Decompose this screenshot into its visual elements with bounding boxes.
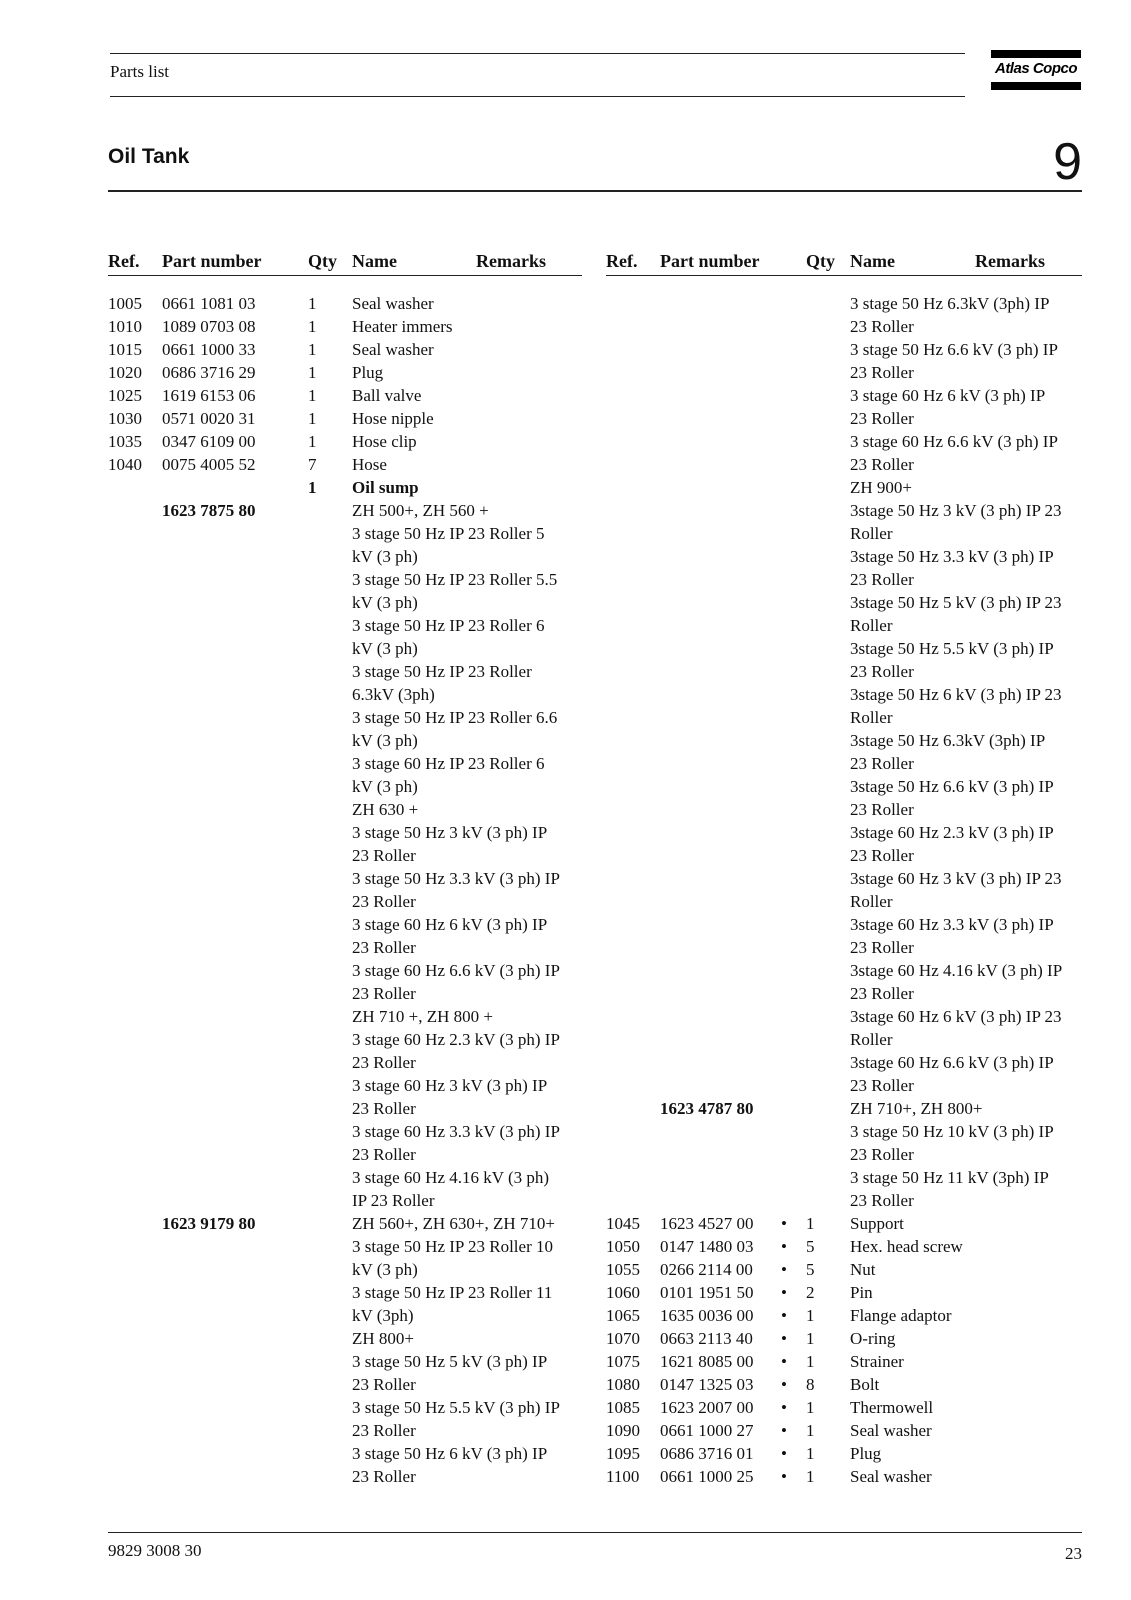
part-qty: 1	[806, 1398, 815, 1417]
part-ref: 1010	[108, 317, 142, 336]
part-ref: 1100	[606, 1467, 640, 1486]
variant-line: 3 stage 60 Hz IP 23 Roller 6	[352, 754, 545, 773]
part-number: 0686 3716 01	[660, 1444, 754, 1463]
variant-line: 23 Roller	[850, 363, 914, 382]
variant-line: 3 stage 60 Hz 3 kV (3 ph) IP	[352, 1076, 548, 1095]
header-top-rule	[110, 53, 965, 54]
part-ref: 1090	[606, 1421, 640, 1440]
part-name: Seal washer	[352, 294, 434, 313]
variant-line: 6.3kV (3ph)	[352, 685, 435, 704]
part-name: Hose	[352, 455, 387, 474]
logo-top-bar	[991, 50, 1081, 58]
bullet-marker: •	[781, 1467, 787, 1486]
variant-line: 3 stage 50 Hz IP 23 Roller 11	[352, 1283, 553, 1302]
part-qty: 1	[806, 1352, 815, 1371]
part-ref: 1065	[606, 1306, 640, 1325]
part-ref: 1075	[606, 1352, 640, 1371]
part-number: 0686 3716 29	[162, 363, 256, 382]
variant-line: 3 stage 50 Hz 11 kV (3ph) IP	[850, 1168, 1049, 1187]
part-ref: 1045	[606, 1214, 640, 1233]
part-name: Hex. head screw	[850, 1237, 963, 1256]
variant-line: 3 stage 50 Hz IP 23 Roller 5.5	[352, 570, 558, 589]
variant-line: 3stage 50 Hz 5.5 kV (3 ph) IP	[850, 639, 1054, 658]
col-remarks: Remarks	[476, 251, 546, 271]
part-qty: 1	[308, 386, 317, 405]
part-ref: 1030	[108, 409, 142, 428]
part-name: Strainer	[850, 1352, 904, 1371]
variant-line: 23 Roller	[850, 984, 914, 1003]
part-number: 0147 1480 03	[660, 1237, 754, 1256]
variant-line: 3 stage 50 Hz IP 23 Roller 6.6	[352, 708, 558, 727]
variant-line: 3stage 60 Hz 2.3 kV (3 ph) IP	[850, 823, 1054, 842]
variant-line: 23 Roller	[352, 1421, 416, 1440]
chapter-number: 9	[1053, 133, 1082, 191]
variant-line: 3 stage 50 Hz 5 kV (3 ph) IP	[352, 1352, 548, 1371]
bullet-marker: •	[781, 1421, 787, 1440]
variant-line: 3stage 50 Hz 6 kV (3 ph) IP 23	[850, 685, 1062, 704]
doc-number: 9829 3008 30	[108, 1541, 202, 1560]
variant-part-number: 1623 9179 80	[162, 1214, 256, 1233]
bullet-marker: •	[781, 1352, 787, 1371]
col-part-number: Part number	[162, 251, 262, 271]
part-name: Heater immers	[352, 317, 453, 336]
variant-line: 3stage 50 Hz 6.6 kV (3 ph) IP	[850, 777, 1054, 796]
part-qty: 1	[308, 317, 317, 336]
part-qty: 5	[806, 1237, 815, 1256]
variant-line: 23 Roller	[850, 1145, 914, 1164]
variant-line: 3 stage 50 Hz 3.3 kV (3 ph) IP	[352, 869, 560, 888]
part-name: Hose nipple	[352, 409, 434, 428]
variant-part-number: 1623 7875 80	[162, 501, 256, 520]
variant-line: 23 Roller	[850, 1191, 914, 1210]
part-name: Seal washer	[850, 1421, 932, 1440]
part-name: Plug	[352, 363, 384, 382]
variant-line: 23 Roller	[352, 1467, 416, 1486]
variant-line: kV (3 ph)	[352, 639, 418, 658]
variant-line: 3 stage 60 Hz 4.16 kV (3 ph)	[352, 1168, 550, 1187]
right-header-rule	[606, 275, 1082, 276]
part-ref: 1005	[108, 294, 142, 313]
part-number: 0661 1000 25	[660, 1467, 754, 1486]
logo-bottom-bar	[991, 82, 1081, 90]
variant-line: 23 Roller	[850, 938, 914, 957]
part-qty: 1	[806, 1421, 815, 1440]
part-ref: 1095	[606, 1444, 640, 1463]
variant-line: Roller	[850, 892, 893, 911]
variant-line: 23 Roller	[352, 984, 416, 1003]
bullet-marker: •	[781, 1398, 787, 1417]
page-title: Oil Tank	[108, 145, 190, 168]
variant-line: 3stage 60 Hz 6.6 kV (3 ph) IP	[850, 1053, 1054, 1072]
part-number: 0266 2114 00	[660, 1260, 753, 1279]
variant-line: 23 Roller	[850, 662, 914, 681]
variant-line: 23 Roller	[352, 1099, 416, 1118]
part-number: 0101 1951 50	[660, 1283, 754, 1302]
part-ref: 1055	[606, 1260, 640, 1279]
part-number: 1089 0703 08	[162, 317, 256, 336]
variant-line: 3stage 60 Hz 6 kV (3 ph) IP 23	[850, 1007, 1062, 1026]
variant-line: ZH 630 +	[352, 800, 419, 819]
variant-line: 23 Roller	[352, 1053, 416, 1072]
variant-line: 3stage 50 Hz 3.3 kV (3 ph) IP	[850, 547, 1054, 566]
part-ref: 1015	[108, 340, 142, 359]
variant-line: 3 stage 50 Hz IP 23 Roller 10	[352, 1237, 553, 1256]
variant-line: Roller	[850, 616, 893, 635]
part-number: 1623 4527 00	[660, 1214, 754, 1233]
variant-line: 3 stage 60 Hz 6.6 kV (3 ph) IP	[352, 961, 560, 980]
part-name: Flange adaptor	[850, 1306, 952, 1325]
variant-line: 3 stage 50 Hz IP 23 Roller	[352, 662, 532, 681]
part-qty: 1	[806, 1444, 815, 1463]
part-name: Seal washer	[352, 340, 434, 359]
part-ref: 1025	[108, 386, 142, 405]
bullet-marker: •	[781, 1214, 787, 1233]
col-name: Name	[352, 251, 397, 271]
part-number: 0075 4005 52	[162, 455, 256, 474]
variant-line: 3 stage 60 Hz 6 kV (3 ph) IP	[352, 915, 548, 934]
part-number: 1621 8085 00	[660, 1352, 754, 1371]
variant-line: 23 Roller	[352, 1375, 416, 1394]
part-name: O-ring	[850, 1329, 896, 1348]
col-ref: Ref.	[108, 251, 140, 271]
variant-line: ZH 710+, ZH 800+	[850, 1099, 983, 1118]
variant-line: 3stage 60 Hz 4.16 kV (3 ph) IP	[850, 961, 1063, 980]
page-number: 23	[1065, 1544, 1082, 1563]
part-qty: 1	[806, 1214, 815, 1233]
variant-line: 3 stage 50 Hz IP 23 Roller 5	[352, 524, 545, 543]
part-qty: 1	[308, 409, 317, 428]
variant-line: 3stage 60 Hz 3 kV (3 ph) IP 23	[850, 869, 1062, 888]
variant-line: Roller	[850, 708, 893, 727]
variant-line: ZH 900+	[850, 478, 912, 497]
oil-sump-name: Oil sump	[352, 478, 419, 497]
variant-line: kV (3 ph)	[352, 777, 418, 796]
variant-line: 3 stage 60 Hz 6.6 kV (3 ph) IP	[850, 432, 1058, 451]
variant-line: 3 stage 60 Hz 2.3 kV (3 ph) IP	[352, 1030, 560, 1049]
variant-line: 23 Roller	[850, 800, 914, 819]
part-name: Ball valve	[352, 386, 422, 405]
part-qty: 1	[806, 1306, 815, 1325]
part-number: 0661 1000 27	[660, 1421, 754, 1440]
bullet-marker: •	[781, 1329, 787, 1348]
part-number: 1635 0036 00	[660, 1306, 754, 1325]
variant-line: 23 Roller	[850, 570, 914, 589]
variant-line: 3stage 50 Hz 3 kV (3 ph) IP 23	[850, 501, 1062, 520]
part-number: 0347 6109 00	[162, 432, 256, 451]
variant-line: ZH 560+, ZH 630+, ZH 710+	[352, 1214, 555, 1233]
header-bottom-rule	[110, 96, 965, 97]
variant-line: 3 stage 60 Hz 3.3 kV (3 ph) IP	[352, 1122, 560, 1141]
variant-part-number: 1623 4787 80	[660, 1099, 754, 1118]
bullet-marker: •	[781, 1444, 787, 1463]
part-number: 0661 1000 33	[162, 340, 256, 359]
col-name: Name	[850, 251, 895, 271]
left-header-rule	[108, 275, 582, 276]
part-ref: 1050	[606, 1237, 640, 1256]
part-name: Hose clip	[352, 432, 417, 451]
variant-line: 23 Roller	[850, 1076, 914, 1095]
part-qty: 1	[308, 363, 317, 382]
part-ref: 1020	[108, 363, 142, 382]
variant-line: kV (3 ph)	[352, 1260, 418, 1279]
col-qty: Qty	[308, 251, 337, 271]
part-qty: 2	[806, 1283, 815, 1302]
part-ref: 1070	[606, 1329, 640, 1348]
variant-line: Roller	[850, 1030, 893, 1049]
part-qty: 7	[308, 455, 317, 474]
part-name: Bolt	[850, 1375, 880, 1394]
variant-line: 23 Roller	[352, 938, 416, 957]
footer-rule	[108, 1532, 1082, 1533]
col-ref: Ref.	[606, 251, 638, 271]
part-ref: 1060	[606, 1283, 640, 1302]
variant-line: 3 stage 50 Hz 5.5 kV (3 ph) IP	[352, 1398, 560, 1417]
variant-line: 3 stage 50 Hz 10 kV (3 ph) IP	[850, 1122, 1054, 1141]
variant-line: 23 Roller	[850, 317, 914, 336]
variant-line: 23 Roller	[850, 754, 914, 773]
variant-line: ZH 710 +, ZH 800 +	[352, 1007, 493, 1026]
variant-line: 3stage 60 Hz 3.3 kV (3 ph) IP	[850, 915, 1054, 934]
variant-line: 23 Roller	[850, 846, 914, 865]
variant-line: 3stage 50 Hz 5 kV (3 ph) IP 23	[850, 593, 1062, 612]
variant-line: kV (3ph)	[352, 1306, 414, 1325]
variant-line: 3stage 50 Hz 6.3kV (3ph) IP	[850, 731, 1046, 750]
part-ref: 1085	[606, 1398, 640, 1417]
part-qty: 1	[308, 432, 317, 451]
bullet-marker: •	[781, 1260, 787, 1279]
part-number: 0571 0020 31	[162, 409, 256, 428]
oil-sump-qty: 1	[308, 478, 317, 497]
part-ref: 1080	[606, 1375, 640, 1394]
col-remarks: Remarks	[975, 251, 1045, 271]
doc-section-label: Parts list	[110, 62, 170, 81]
variant-line: 3 stage 50 Hz 3 kV (3 ph) IP	[352, 823, 548, 842]
variant-line: 3 stage 50 Hz 6.3kV (3ph) IP	[850, 294, 1050, 313]
part-number: 1619 6153 06	[162, 386, 256, 405]
variant-line: 23 Roller	[850, 409, 914, 428]
variant-line: kV (3 ph)	[352, 547, 418, 566]
part-name: Seal washer	[850, 1467, 932, 1486]
variant-line: 23 Roller	[352, 1145, 416, 1164]
bullet-marker: •	[781, 1306, 787, 1325]
variant-line: kV (3 ph)	[352, 731, 418, 750]
part-name: Thermowell	[850, 1398, 934, 1417]
part-name: Pin	[850, 1283, 873, 1302]
part-number: 0661 1081 03	[162, 294, 256, 313]
atlas-copco-logo	[991, 47, 1081, 93]
variant-line: 3 stage 50 Hz IP 23 Roller 6	[352, 616, 545, 635]
variant-line: ZH 500+, ZH 560 +	[352, 501, 489, 520]
variant-line: 23 Roller	[352, 846, 416, 865]
part-qty: 1	[308, 340, 317, 359]
part-qty: 8	[806, 1375, 815, 1394]
bullet-marker: •	[781, 1375, 787, 1394]
part-number: 0663 2113 40	[660, 1329, 753, 1348]
variant-line: 23 Roller	[850, 455, 914, 474]
variant-line: 3 stage 50 Hz 6 kV (3 ph) IP	[352, 1444, 548, 1463]
bullet-marker: •	[781, 1237, 787, 1256]
part-qty: 1	[806, 1329, 815, 1348]
part-ref: 1040	[108, 455, 142, 474]
part-ref: 1035	[108, 432, 142, 451]
part-qty: 5	[806, 1260, 815, 1279]
part-name: Plug	[850, 1444, 882, 1463]
bullet-marker: •	[781, 1283, 787, 1302]
variant-line: 3 stage 60 Hz 6 kV (3 ph) IP	[850, 386, 1046, 405]
part-number: 1623 2007 00	[660, 1398, 754, 1417]
variant-line: 3 stage 50 Hz 6.6 kV (3 ph) IP	[850, 340, 1058, 359]
variant-line: IP 23 Roller	[352, 1191, 435, 1210]
variant-line: 23 Roller	[352, 892, 416, 911]
variant-line: Roller	[850, 524, 893, 543]
part-qty: 1	[806, 1467, 815, 1486]
part-name: Support	[850, 1214, 904, 1233]
variant-line: kV (3 ph)	[352, 593, 418, 612]
part-qty: 1	[308, 294, 317, 313]
logo-text: Atlas Copco	[994, 60, 1077, 77]
col-part-number: Part number	[660, 251, 760, 271]
col-qty: Qty	[806, 251, 835, 271]
part-name: Nut	[850, 1260, 876, 1279]
variant-line: ZH 800+	[352, 1329, 414, 1348]
title-rule	[108, 190, 1082, 192]
part-number: 0147 1325 03	[660, 1375, 754, 1394]
